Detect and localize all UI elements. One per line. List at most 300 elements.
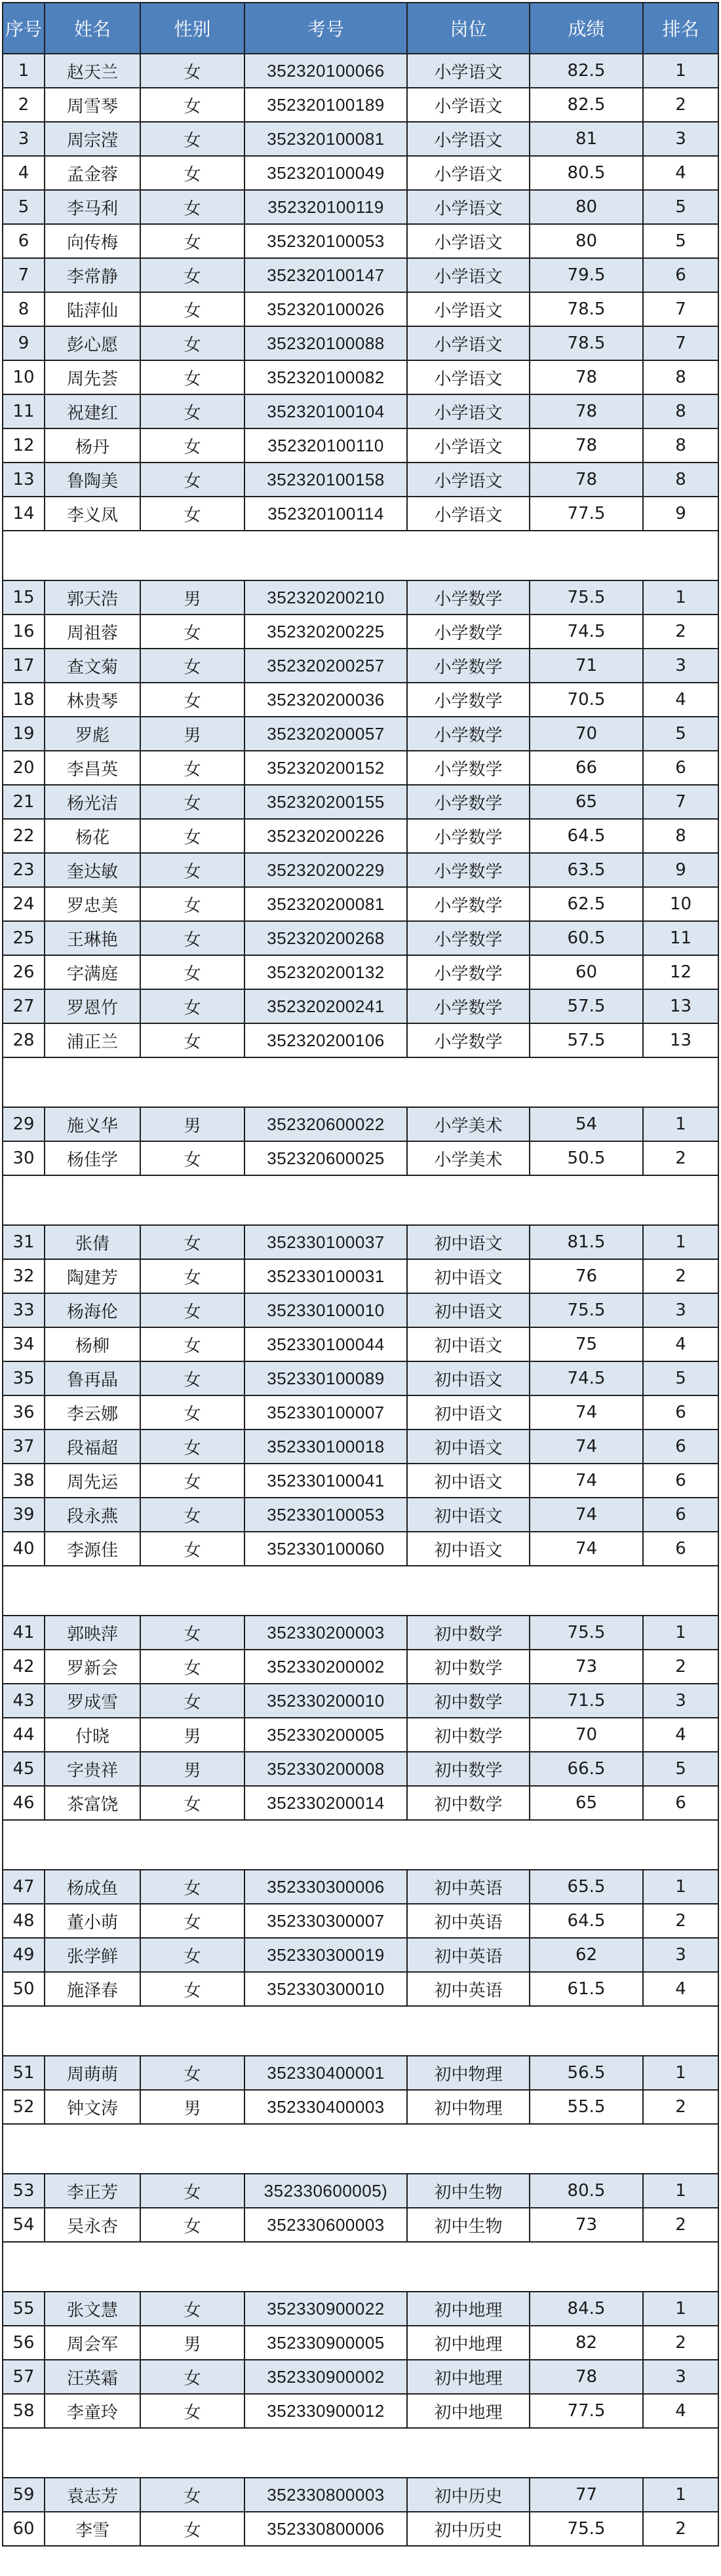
cell-rank: 8 xyxy=(643,463,718,497)
table-row xyxy=(3,54,718,88)
cell-seq: 17 xyxy=(3,649,45,683)
table-row xyxy=(3,649,718,683)
cell-exam-id: 352330300019 xyxy=(244,1938,407,1972)
cell-exam-id: 352330100037 xyxy=(244,1225,407,1259)
cell-gender: 女 xyxy=(140,1616,244,1650)
table-row xyxy=(3,1464,718,1498)
cell-name: 董小萌 xyxy=(45,1904,140,1938)
cell-gender: 女 xyxy=(140,683,244,717)
table-row xyxy=(3,1361,718,1395)
group-separator xyxy=(3,2124,718,2174)
cell-exam-id: 352330100053 xyxy=(244,1498,407,1532)
cell-gender: 男 xyxy=(140,717,244,751)
cell-seq: 60 xyxy=(3,2512,45,2546)
cell-seq: 49 xyxy=(3,1938,45,1972)
cell-gender: 女 xyxy=(140,955,244,989)
cell-gender: 女 xyxy=(140,1938,244,1972)
cell-rank: 6 xyxy=(643,1395,718,1430)
cell-score: 78.5 xyxy=(530,292,643,326)
cell-gender: 女 xyxy=(140,1395,244,1430)
table-row xyxy=(3,683,718,717)
cell-name: 施义华 xyxy=(45,1107,140,1141)
cell-post: 初中语文 xyxy=(407,1498,530,1532)
cell-post: 小学语文 xyxy=(407,360,530,394)
cell-rank: 5 xyxy=(643,1752,718,1786)
cell-rank: 2 xyxy=(643,2208,718,2242)
results-sheet xyxy=(2,2,718,2547)
cell-score: 78 xyxy=(530,2360,643,2394)
cell-score: 77.5 xyxy=(530,497,643,531)
cell-score: 63.5 xyxy=(530,853,643,887)
cell-seq: 15 xyxy=(3,580,45,615)
cell-exam-id: 352320200241 xyxy=(244,989,407,1023)
cell-seq: 42 xyxy=(3,1650,45,1684)
cell-seq: 4 xyxy=(3,156,45,190)
table-row xyxy=(3,1718,718,1752)
cell-exam-id: 352330200005 xyxy=(244,1718,407,1752)
cell-post: 小学数学 xyxy=(407,580,530,615)
cell-post: 初中数学 xyxy=(407,1786,530,1820)
cell-rank: 7 xyxy=(643,785,718,819)
cell-rank: 7 xyxy=(643,292,718,326)
cell-gender: 女 xyxy=(140,122,244,156)
cell-rank: 12 xyxy=(643,955,718,989)
cell-exam-id: 352330900002 xyxy=(244,2360,407,2394)
cell-name: 查文菊 xyxy=(45,649,140,683)
cell-score: 77.5 xyxy=(530,2394,643,2428)
cell-gender: 女 xyxy=(140,190,244,224)
cell-score: 62 xyxy=(530,1938,643,1972)
table-row xyxy=(3,1684,718,1718)
cell-post: 小学美术 xyxy=(407,1107,530,1141)
cell-gender: 男 xyxy=(140,1107,244,1141)
cell-rank: 5 xyxy=(643,190,718,224)
cell-exam-id: 352330300006 xyxy=(244,1870,407,1904)
cell-score: 82.5 xyxy=(530,88,643,122)
cell-name: 向传梅 xyxy=(45,224,140,258)
cell-rank: 6 xyxy=(643,1430,718,1464)
cell-seq: 46 xyxy=(3,1786,45,1820)
cell-rank: 5 xyxy=(643,224,718,258)
cell-score: 82.5 xyxy=(530,54,643,88)
cell-exam-id: 352330600005) xyxy=(244,2174,407,2208)
cell-gender: 女 xyxy=(140,785,244,819)
cell-seq: 23 xyxy=(3,853,45,887)
cell-score: 76 xyxy=(530,1259,643,1293)
header-seq: 序号 xyxy=(3,3,45,54)
cell-name: 段福超 xyxy=(45,1430,140,1464)
cell-gender: 女 xyxy=(140,1904,244,1938)
cell-post: 初中物理 xyxy=(407,2056,530,2090)
cell-rank: 1 xyxy=(643,2478,718,2512)
cell-score: 78 xyxy=(530,428,643,463)
cell-score: 54 xyxy=(530,1107,643,1141)
cell-exam-id: 352330200003 xyxy=(244,1616,407,1650)
cell-seq: 38 xyxy=(3,1464,45,1498)
cell-post: 初中物理 xyxy=(407,2090,530,2124)
cell-seq: 35 xyxy=(3,1361,45,1395)
group-separator xyxy=(3,1566,718,1616)
cell-exam-id: 352330400003 xyxy=(244,2090,407,2124)
cell-score: 74 xyxy=(530,1430,643,1464)
cell-score: 74.5 xyxy=(530,615,643,649)
cell-gender: 女 xyxy=(140,1684,244,1718)
cell-seq: 30 xyxy=(3,1141,45,1175)
cell-exam-id: 352320100026 xyxy=(244,292,407,326)
cell-post: 小学语文 xyxy=(407,258,530,292)
cell-score: 80 xyxy=(530,224,643,258)
cell-rank: 2 xyxy=(643,615,718,649)
cell-exam-id: 352320200132 xyxy=(244,955,407,989)
cell-rank: 3 xyxy=(643,1684,718,1718)
cell-score: 66 xyxy=(530,751,643,785)
cell-score: 57.5 xyxy=(530,1023,643,1057)
header-rank: 排名 xyxy=(643,3,718,54)
cell-score: 82 xyxy=(530,2326,643,2360)
cell-name: 杨海伦 xyxy=(45,1293,140,1327)
table-row xyxy=(3,1107,718,1141)
cell-name: 李昌英 xyxy=(45,751,140,785)
cell-name: 李义凤 xyxy=(45,497,140,531)
cell-seq: 58 xyxy=(3,2394,45,2428)
cell-exam-id: 352320200268 xyxy=(244,921,407,955)
cell-exam-id: 352320600025 xyxy=(244,1141,407,1175)
cell-seq: 39 xyxy=(3,1498,45,1532)
cell-gender: 女 xyxy=(140,1498,244,1532)
table-row xyxy=(3,224,718,258)
cell-post: 初中历史 xyxy=(407,2478,530,2512)
table-row xyxy=(3,1293,718,1327)
cell-name: 汪英霜 xyxy=(45,2360,140,2394)
cell-seq: 26 xyxy=(3,955,45,989)
cell-seq: 47 xyxy=(3,1870,45,1904)
cell-gender: 女 xyxy=(140,463,244,497)
table-row xyxy=(3,1870,718,1904)
cell-name: 赵天兰 xyxy=(45,54,140,88)
table-row xyxy=(3,2292,718,2326)
cell-seq: 20 xyxy=(3,751,45,785)
cell-score: 79.5 xyxy=(530,258,643,292)
cell-exam-id: 352330800006 xyxy=(244,2512,407,2546)
cell-seq: 33 xyxy=(3,1293,45,1327)
table-row xyxy=(3,122,718,156)
cell-score: 56.5 xyxy=(530,2056,643,2090)
table-row xyxy=(3,1225,718,1259)
cell-gender: 女 xyxy=(140,1870,244,1904)
cell-name: 李雪 xyxy=(45,2512,140,2546)
cell-post: 初中历史 xyxy=(407,2512,530,2546)
cell-name: 杨光洁 xyxy=(45,785,140,819)
cell-rank: 3 xyxy=(643,1293,718,1327)
header-name: 姓名 xyxy=(45,3,140,54)
cell-seq: 21 xyxy=(3,785,45,819)
cell-exam-id: 352330900005 xyxy=(244,2326,407,2360)
cell-rank: 6 xyxy=(643,1464,718,1498)
cell-name: 陶建芳 xyxy=(45,1259,140,1293)
cell-post: 初中语文 xyxy=(407,1532,530,1566)
cell-gender: 女 xyxy=(140,2478,244,2512)
cell-name: 字满庭 xyxy=(45,955,140,989)
table-row xyxy=(3,853,718,887)
cell-rank: 2 xyxy=(643,1904,718,1938)
cell-rank: 10 xyxy=(643,887,718,921)
cell-exam-id: 352320200057 xyxy=(244,717,407,751)
cell-exam-id: 352330200010 xyxy=(244,1684,407,1718)
cell-exam-id: 352320100104 xyxy=(244,394,407,428)
cell-exam-id: 352330200002 xyxy=(244,1650,407,1684)
cell-exam-id: 352320200229 xyxy=(244,853,407,887)
cell-gender: 女 xyxy=(140,1141,244,1175)
cell-rank: 1 xyxy=(643,1107,718,1141)
cell-post: 初中英语 xyxy=(407,1870,530,1904)
group-separator xyxy=(3,2006,718,2056)
cell-rank: 8 xyxy=(643,819,718,853)
cell-name: 张倩 xyxy=(45,1225,140,1259)
cell-name: 付晓 xyxy=(45,1718,140,1752)
cell-exam-id: 352320200257 xyxy=(244,649,407,683)
cell-gender: 女 xyxy=(140,326,244,360)
table-row xyxy=(3,1395,718,1430)
cell-rank: 9 xyxy=(643,497,718,531)
cell-gender: 女 xyxy=(140,1259,244,1293)
cell-gender: 女 xyxy=(140,292,244,326)
cell-exam-id: 352320100114 xyxy=(244,497,407,531)
cell-exam-id: 352330600003 xyxy=(244,2208,407,2242)
cell-gender: 女 xyxy=(140,1786,244,1820)
table-row xyxy=(3,717,718,751)
cell-rank: 4 xyxy=(643,683,718,717)
cell-name: 周会军 xyxy=(45,2326,140,2360)
cell-score: 71.5 xyxy=(530,1684,643,1718)
table-row xyxy=(3,1972,718,2006)
cell-name: 彭心愿 xyxy=(45,326,140,360)
separator-cell xyxy=(3,2124,718,2174)
cell-rank: 4 xyxy=(643,156,718,190)
cell-exam-id: 352320200106 xyxy=(244,1023,407,1057)
cell-name: 郭映萍 xyxy=(45,1616,140,1650)
cell-rank: 4 xyxy=(643,1718,718,1752)
cell-name: 吴永杏 xyxy=(45,2208,140,2242)
cell-exam-id: 352320200152 xyxy=(244,751,407,785)
cell-post: 初中语文 xyxy=(407,1293,530,1327)
cell-name: 张文慧 xyxy=(45,2292,140,2326)
cell-gender: 女 xyxy=(140,615,244,649)
cell-gender: 女 xyxy=(140,2512,244,2546)
cell-name: 陆萍仙 xyxy=(45,292,140,326)
cell-exam-id: 352330100010 xyxy=(244,1293,407,1327)
table-row xyxy=(3,1938,718,1972)
cell-gender: 女 xyxy=(140,921,244,955)
cell-name: 袁志芳 xyxy=(45,2478,140,2512)
cell-post: 初中英语 xyxy=(407,1972,530,2006)
cell-rank: 2 xyxy=(643,1259,718,1293)
cell-post: 小学语文 xyxy=(407,428,530,463)
cell-score: 78 xyxy=(530,360,643,394)
cell-post: 初中语文 xyxy=(407,1361,530,1395)
cell-post: 初中英语 xyxy=(407,1938,530,1972)
cell-name: 杨丹 xyxy=(45,428,140,463)
cell-rank: 2 xyxy=(643,1650,718,1684)
cell-score: 64.5 xyxy=(530,1904,643,1938)
header-gender: 性别 xyxy=(140,3,244,54)
cell-exam-id: 352330300010 xyxy=(244,1972,407,2006)
cell-exam-id: 352330100044 xyxy=(244,1327,407,1361)
cell-score: 55.5 xyxy=(530,2090,643,2124)
cell-seq: 37 xyxy=(3,1430,45,1464)
cell-score: 75.5 xyxy=(530,1616,643,1650)
cell-seq: 51 xyxy=(3,2056,45,2090)
cell-score: 70 xyxy=(530,1718,643,1752)
cell-score: 71 xyxy=(530,649,643,683)
cell-exam-id: 352330100031 xyxy=(244,1259,407,1293)
table-row xyxy=(3,1259,718,1293)
cell-name: 周雪琴 xyxy=(45,88,140,122)
cell-score: 64.5 xyxy=(530,819,643,853)
cell-name: 周萌萌 xyxy=(45,2056,140,2090)
table-row xyxy=(3,819,718,853)
cell-post: 小学语文 xyxy=(407,156,530,190)
cell-gender: 女 xyxy=(140,88,244,122)
table-row xyxy=(3,887,718,921)
cell-seq: 31 xyxy=(3,1225,45,1259)
separator-cell xyxy=(3,2428,718,2478)
cell-seq: 54 xyxy=(3,2208,45,2242)
table-row xyxy=(3,1904,718,1938)
cell-gender: 女 xyxy=(140,989,244,1023)
cell-gender: 女 xyxy=(140,2394,244,2428)
cell-exam-id: 352320100119 xyxy=(244,190,407,224)
cell-post: 小学美术 xyxy=(407,1141,530,1175)
results-table xyxy=(2,2,719,2547)
cell-score: 74 xyxy=(530,1532,643,1566)
cell-score: 66.5 xyxy=(530,1752,643,1786)
table-header xyxy=(3,3,718,54)
cell-post: 小学数学 xyxy=(407,853,530,887)
cell-post: 小学语文 xyxy=(407,224,530,258)
table-row xyxy=(3,1752,718,1786)
group-separator xyxy=(3,1057,718,1107)
cell-rank: 11 xyxy=(643,921,718,955)
cell-score: 84.5 xyxy=(530,2292,643,2326)
table-row xyxy=(3,2326,718,2360)
cell-rank: 3 xyxy=(643,1938,718,1972)
cell-rank: 8 xyxy=(643,360,718,394)
cell-post: 初中地理 xyxy=(407,2394,530,2428)
cell-exam-id: 352320100158 xyxy=(244,463,407,497)
table-row xyxy=(3,2174,718,2208)
table-row xyxy=(3,463,718,497)
cell-post: 小学数学 xyxy=(407,751,530,785)
cell-seq: 27 xyxy=(3,989,45,1023)
cell-exam-id: 352320100053 xyxy=(244,224,407,258)
cell-gender: 女 xyxy=(140,2292,244,2326)
cell-rank: 8 xyxy=(643,394,718,428)
cell-name: 周祖蓉 xyxy=(45,615,140,649)
cell-post: 初中地理 xyxy=(407,2326,530,2360)
cell-rank: 13 xyxy=(643,1023,718,1057)
cell-name: 李正芳 xyxy=(45,2174,140,2208)
cell-score: 75.5 xyxy=(530,580,643,615)
cell-rank: 13 xyxy=(643,989,718,1023)
cell-rank: 3 xyxy=(643,2360,718,2394)
group-separator xyxy=(3,2428,718,2478)
cell-name: 周宗滢 xyxy=(45,122,140,156)
cell-exam-id: 352320100110 xyxy=(244,428,407,463)
cell-post: 初中数学 xyxy=(407,1718,530,1752)
cell-score: 73 xyxy=(530,1650,643,1684)
cell-seq: 56 xyxy=(3,2326,45,2360)
cell-post: 初中英语 xyxy=(407,1904,530,1938)
cell-rank: 6 xyxy=(643,751,718,785)
separator-cell xyxy=(3,2006,718,2056)
cell-gender: 女 xyxy=(140,2360,244,2394)
cell-post: 小学数学 xyxy=(407,989,530,1023)
group-separator xyxy=(3,2242,718,2292)
cell-seq: 48 xyxy=(3,1904,45,1938)
cell-gender: 女 xyxy=(140,394,244,428)
cell-rank: 6 xyxy=(643,1786,718,1820)
cell-seq: 2 xyxy=(3,88,45,122)
cell-name: 杨成鱼 xyxy=(45,1870,140,1904)
cell-exam-id: 352320100081 xyxy=(244,122,407,156)
cell-post: 小学语文 xyxy=(407,122,530,156)
cell-rank: 1 xyxy=(643,1225,718,1259)
cell-seq: 41 xyxy=(3,1616,45,1650)
cell-post: 初中语文 xyxy=(407,1430,530,1464)
cell-post: 初中生物 xyxy=(407,2174,530,2208)
table-body xyxy=(3,54,718,2546)
cell-gender: 男 xyxy=(140,2090,244,2124)
cell-post: 小学数学 xyxy=(407,717,530,751)
cell-rank: 2 xyxy=(643,2326,718,2360)
cell-rank: 6 xyxy=(643,1498,718,1532)
cell-seq: 25 xyxy=(3,921,45,955)
cell-exam-id: 352320100049 xyxy=(244,156,407,190)
cell-post: 小学数学 xyxy=(407,649,530,683)
cell-rank: 1 xyxy=(643,1616,718,1650)
cell-seq: 10 xyxy=(3,360,45,394)
cell-exam-id: 352330900012 xyxy=(244,2394,407,2428)
cell-gender: 女 xyxy=(140,156,244,190)
cell-name: 鲁再晶 xyxy=(45,1361,140,1395)
cell-exam-id: 352330300007 xyxy=(244,1904,407,1938)
cell-seq: 57 xyxy=(3,2360,45,2394)
cell-name: 周先运 xyxy=(45,1464,140,1498)
cell-seq: 1 xyxy=(3,54,45,88)
cell-exam-id: 352320100082 xyxy=(244,360,407,394)
cell-score: 80.5 xyxy=(530,156,643,190)
cell-gender: 女 xyxy=(140,1225,244,1259)
cell-exam-id: 352330100041 xyxy=(244,1464,407,1498)
cell-gender: 女 xyxy=(140,1430,244,1464)
table-row xyxy=(3,190,718,224)
cell-post: 小学数学 xyxy=(407,785,530,819)
cell-post: 小学数学 xyxy=(407,955,530,989)
cell-score: 60 xyxy=(530,955,643,989)
cell-rank: 3 xyxy=(643,122,718,156)
cell-exam-id: 352320100147 xyxy=(244,258,407,292)
cell-score: 75.5 xyxy=(530,1293,643,1327)
cell-seq: 43 xyxy=(3,1684,45,1718)
cell-gender: 男 xyxy=(140,1718,244,1752)
separator-cell xyxy=(3,2242,718,2292)
cell-gender: 女 xyxy=(140,2056,244,2090)
table-row xyxy=(3,394,718,428)
cell-score: 80 xyxy=(530,190,643,224)
cell-name: 浦正兰 xyxy=(45,1023,140,1057)
cell-post: 小学语文 xyxy=(407,326,530,360)
cell-seq: 7 xyxy=(3,258,45,292)
